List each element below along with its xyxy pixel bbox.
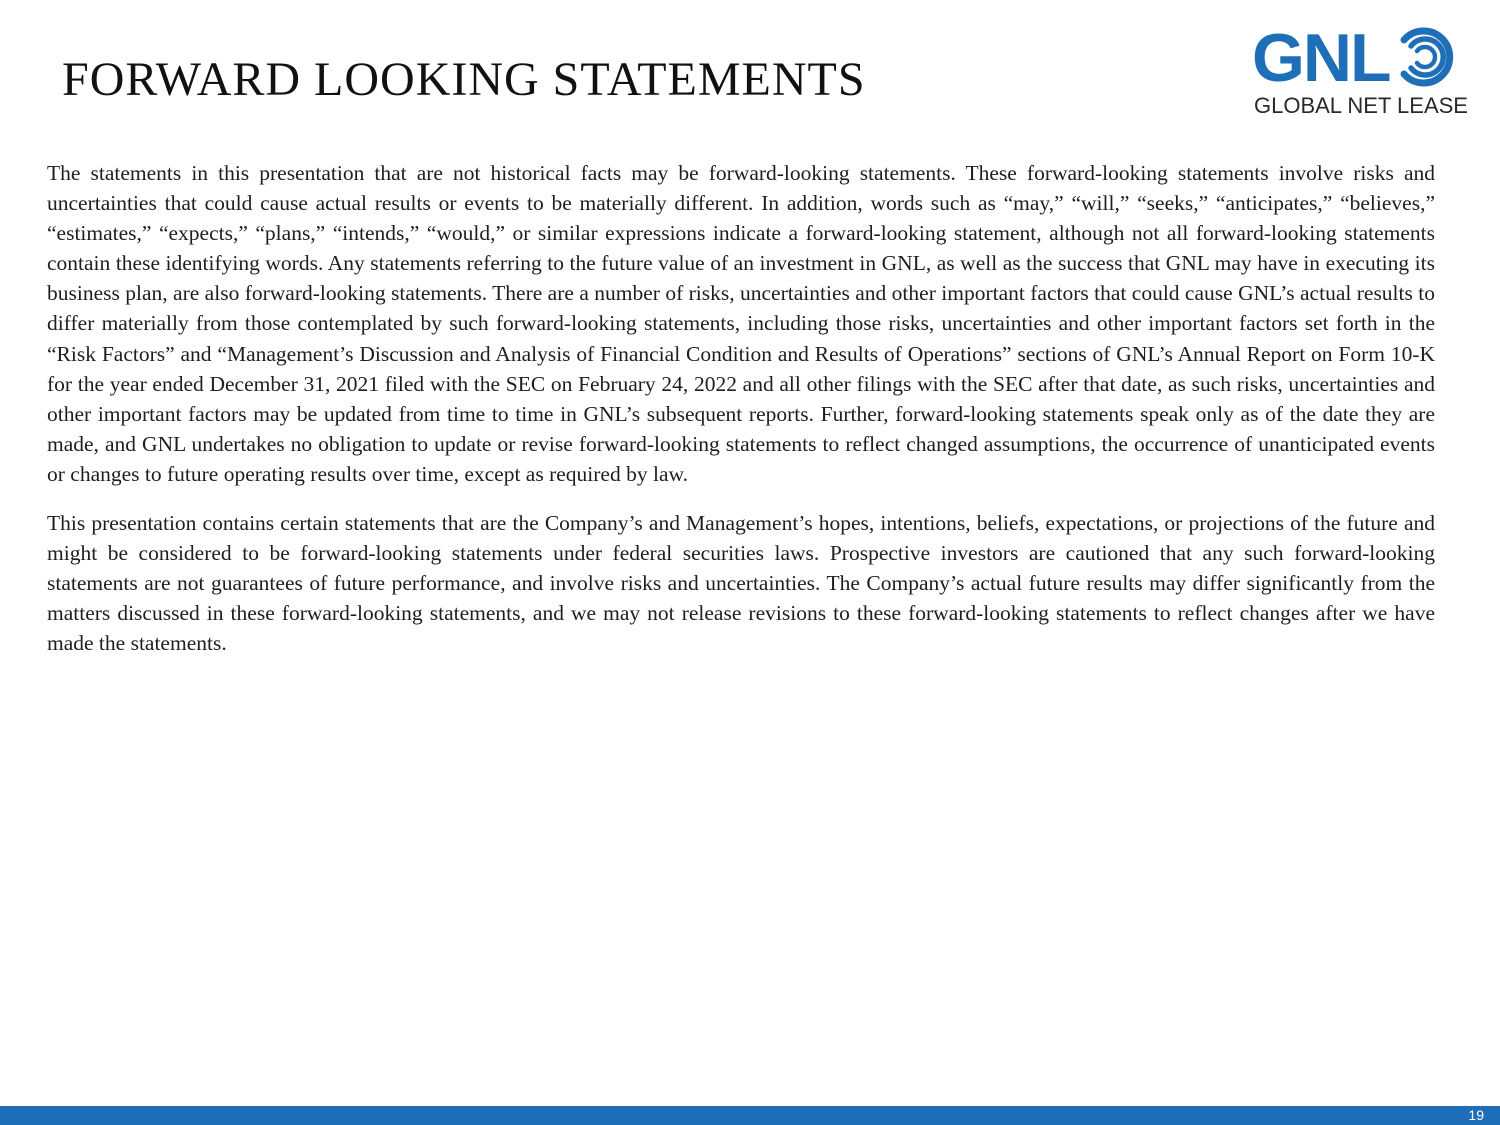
- logo-letters: GNL: [1252, 20, 1390, 96]
- statement-paragraph-1: The statements in this presentation that are not historical facts may be forward-looking statements. These forward-looking statements involve risks and uncertainties that could cause actual results or events to be materially different. In addition, words such as “may,” “will,” “seeks,” “anticipates,” “believes,” “estimates,” “expects,” “plans,” “intends,” “would,” or similar expressions indicate a forward-looking statement, although not all forward-looking statements contain these identifying words. Any statements referring to the future value of an investment in GNL, as well as the success that GNL may have in executing its business plan, are also forward-looking statements. There are a number of risks, uncertainties and other important factors that could cause GNL’s actual results to differ materially from those contemplated by such forward-looking statements, including those risks, uncertainties and other important factors set forth in the “Risk Factors” and “Management’s Discussion and Analysis of Financial Condition and Results of Operations” sections of GNL’s Annual Report on Form 10-K for the year ended December 31, 2021 filed with the SEC on February 24, 2022 and all other filings with the SEC after that date, as such risks, uncertainties and other important factors may be updated from time to time in GNL’s subsequent reports. Further, forward-looking statements speak only as of the date they are made, and GNL undertakes no obligation to update or revise forward-looking statements to reflect changed assumptions, the occurrence of unanticipated events or changes to future operating results over time, except as required by law.: [47, 161, 1435, 486]
- gnl-logo: [1252, 20, 1468, 124]
- footer-bar: [0, 1106, 1500, 1125]
- logo-tagline: GLOBAL NET LEASE: [1254, 93, 1468, 118]
- page-number: 19: [1468, 1107, 1484, 1123]
- page-title: FORWARD LOOKING STATEMENTS: [62, 53, 866, 106]
- swirl-logo-icon: [1396, 26, 1458, 88]
- statement-paragraph-2: This presentation contains certain statements that are the Company’s and Management’s hopes, intentions, beliefs, expectations, or projections of the future and might be considered to be forward-looking statements under federal securities laws. Prospective investors are cautioned that any such forward-looking statements are not guarantees of future performance, and involve risks and uncertainties. The Company’s actual future results may differ significantly from the matters discussed in these forward-looking statements, and we may not release revisions to these forward-looking statements to reflect changes after we have made the statements.: [47, 511, 1435, 656]
- statement-body: [47, 158, 1435, 678]
- logo-mark: [1252, 20, 1458, 96]
